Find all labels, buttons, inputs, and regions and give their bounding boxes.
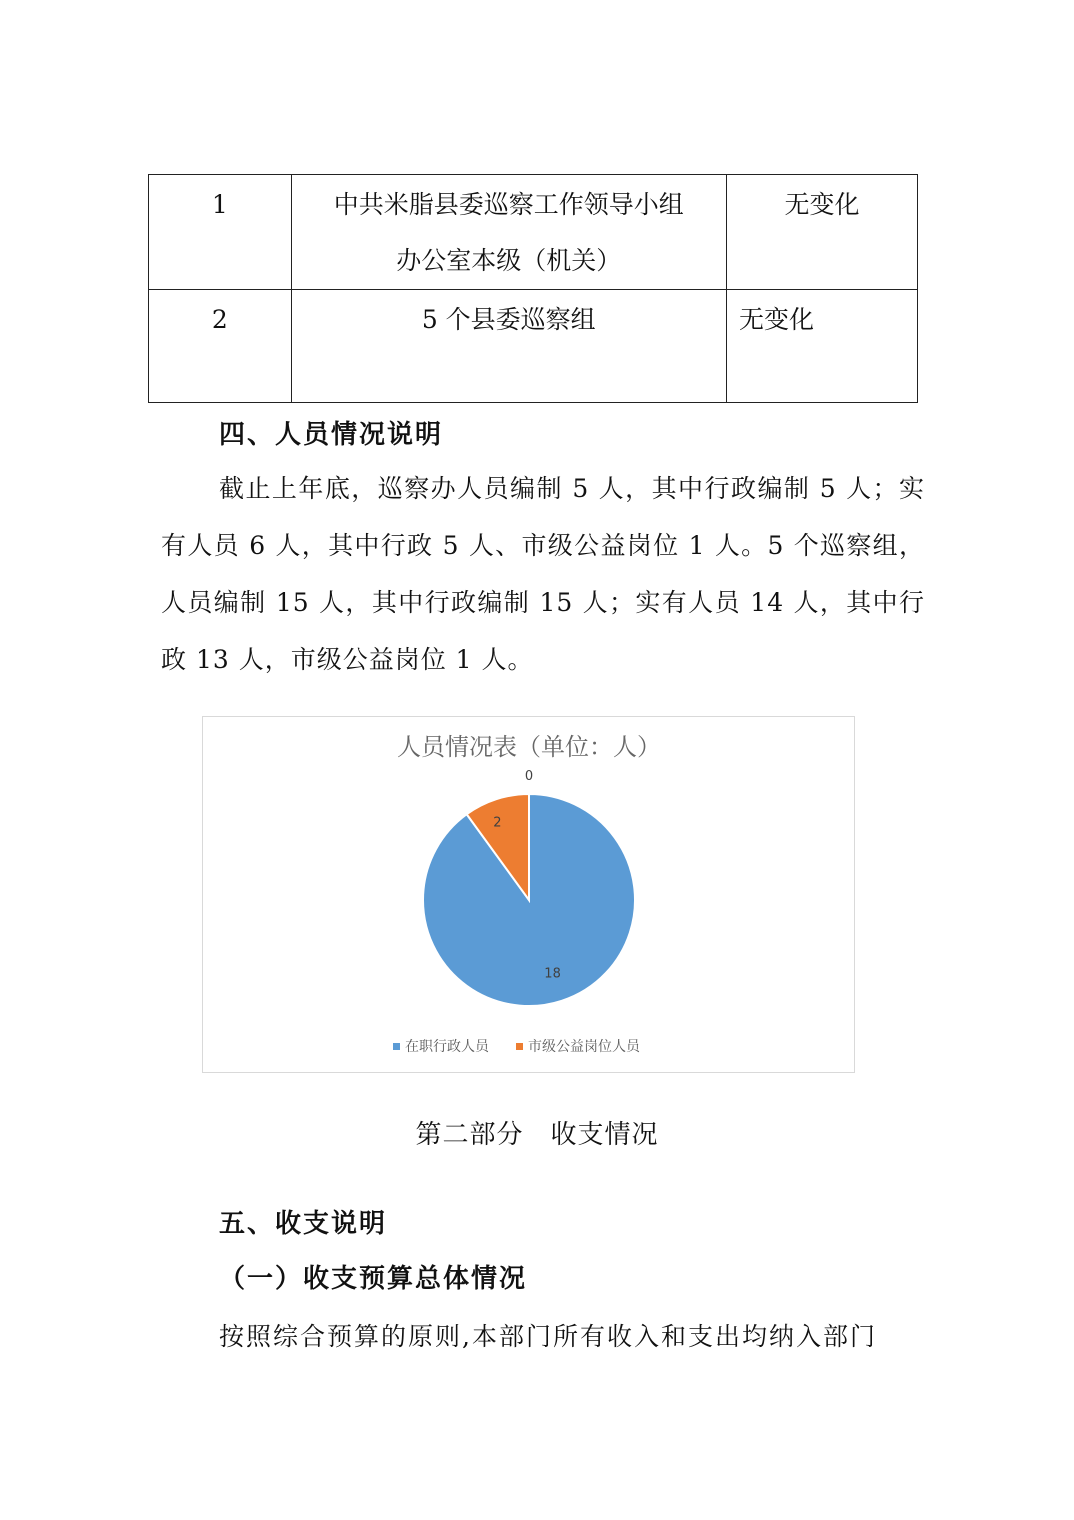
section5-heading: 五、收支说明 <box>219 1209 388 1239</box>
unit-name-line1: 中共米脂县委巡察工作领导小组 <box>333 190 684 219</box>
data-label: 2 <box>493 815 502 831</box>
unit-name-line1: 5 个县委巡察组 <box>421 305 596 334</box>
status-cell: 无变化 <box>726 290 917 403</box>
data-label-zero: 0 <box>524 769 534 784</box>
pie-chart <box>202 716 855 1073</box>
unit-name-line2: 办公室本级（机关） <box>396 246 622 275</box>
section5-subheading: （一）收支预算总体情况 <box>219 1264 528 1294</box>
pie-chart-svg <box>203 717 856 1074</box>
legend-swatch <box>516 1043 523 1050</box>
chart-title: 人员情况表（单位：人） <box>397 733 661 761</box>
table-row <box>149 175 918 290</box>
unit-table <box>148 174 918 403</box>
status-cell: 无变化 <box>726 175 917 290</box>
legend-label: 市级公益岗位人员 <box>528 1039 640 1055</box>
unit-name <box>291 290 726 403</box>
legend-label: 在职行政人员 <box>405 1039 489 1055</box>
data-label: 18 <box>544 966 561 982</box>
section4-paragraph: 截止上年底，巡察办人员编制 5 人，其中行政编制 5 人；实有人员 6 人，其中行政 5 人、市级公益岗位 1 人。5 个巡察组，人员编制 15 人，其中行政编制 15 人；实有人员 14 人，其中行政 13 人，市级公益岗位 1 人。 <box>161 474 925 674</box>
part2-title: 第二部分 收支情况 <box>415 1120 659 1150</box>
row-number: 2 <box>149 290 292 403</box>
table-row <box>149 290 918 403</box>
section5-line: 按照综合预算的原则,本部门所有收入和支出均纳入部门 <box>219 1322 877 1351</box>
section4-heading: 四、人员情况说明 <box>219 420 444 450</box>
unit-name <box>291 175 726 290</box>
legend-swatch <box>393 1043 400 1050</box>
row-number: 1 <box>149 175 292 290</box>
